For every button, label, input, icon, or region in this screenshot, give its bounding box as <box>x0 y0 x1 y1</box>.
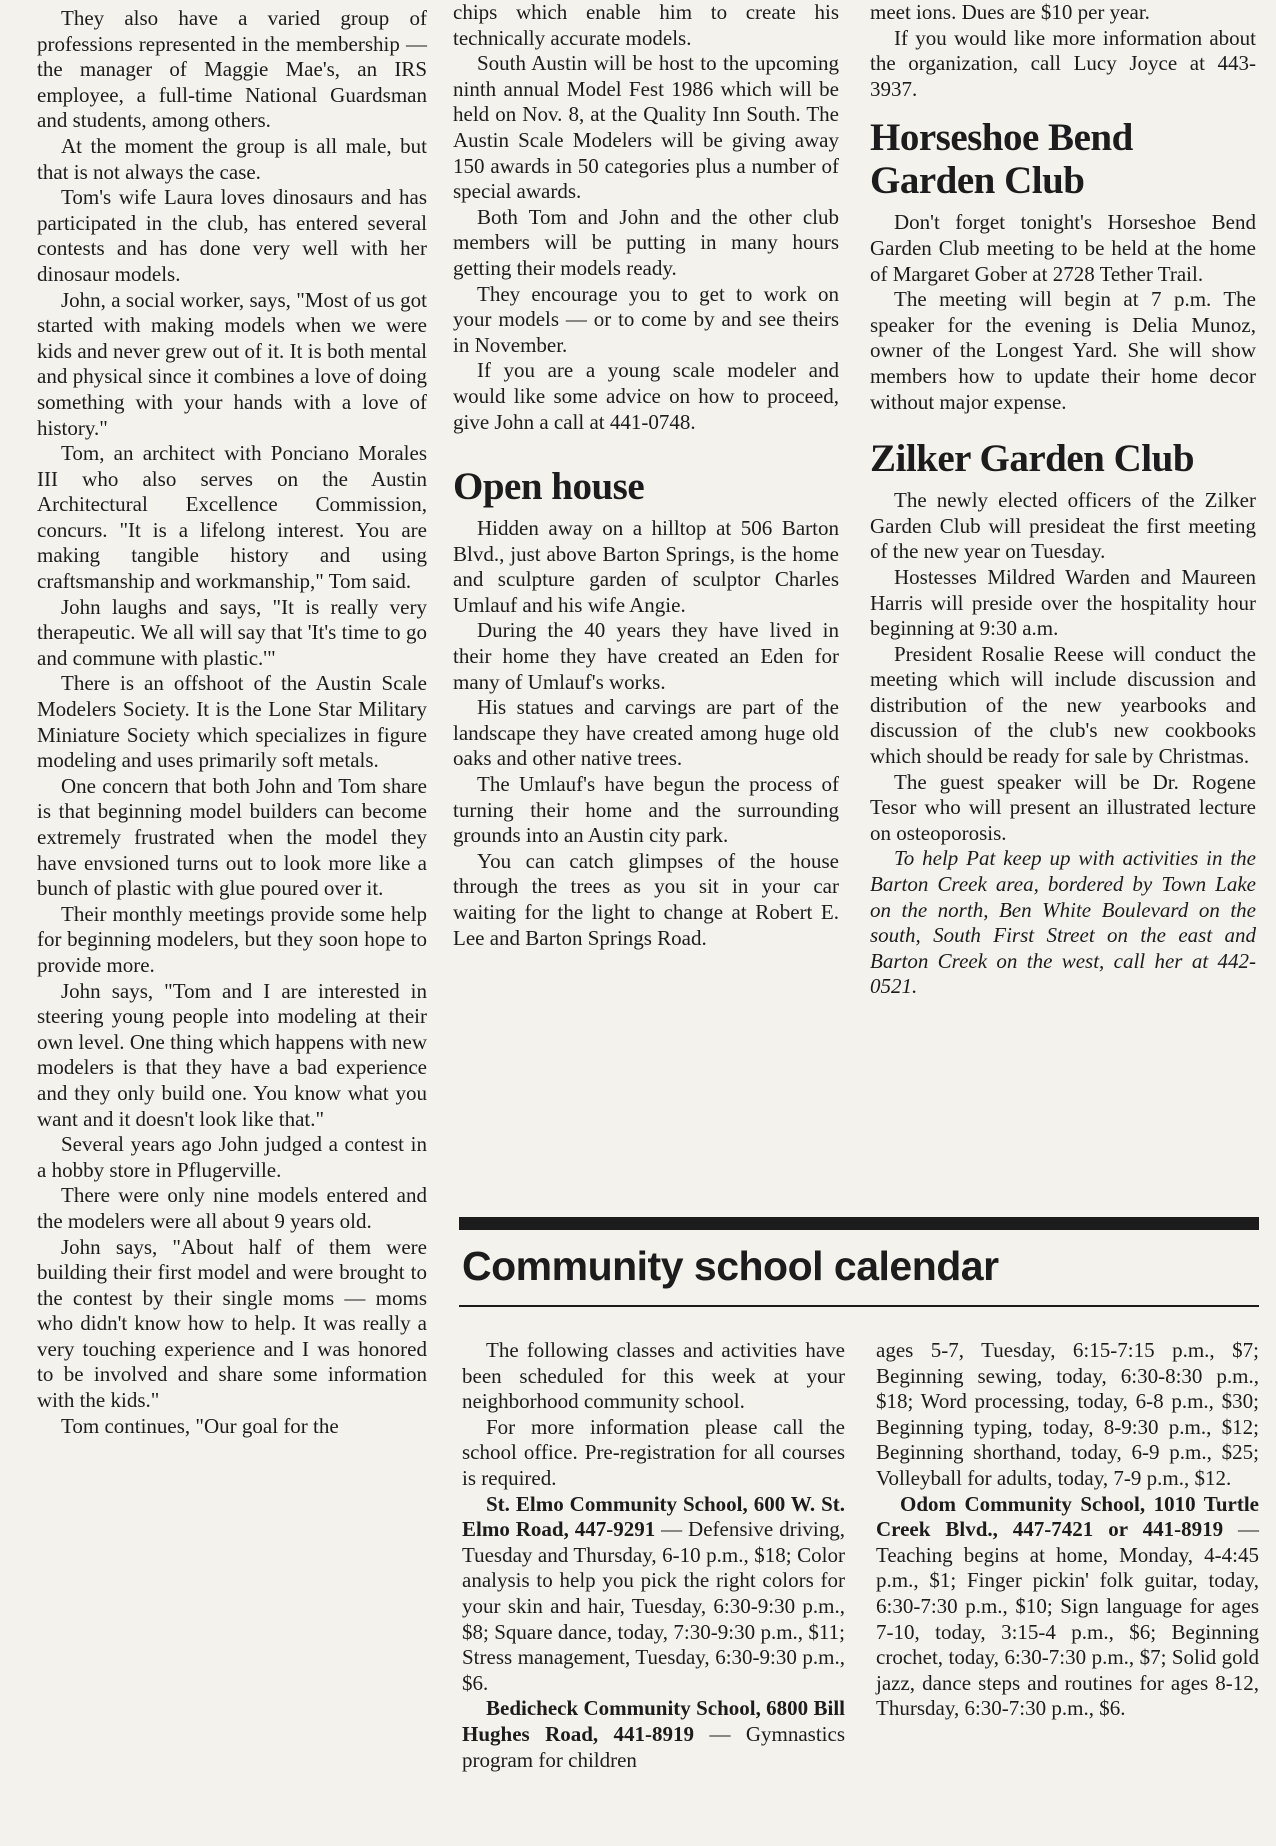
article-paragraph: Tom's wife Laura loves dinosaurs and has participated in the club, has entered several contests and has done very well with her dinosaur models. <box>37 185 427 286</box>
closing-note: To help Pat keep up with activities in the Barton Creek area, bordered by Town Lake on the north, Ben White Boulevard on the south, South First Street on the east and Barton Creek on the west, call her at 442-0521. <box>870 846 1256 999</box>
article-paragraph: Their monthly meetings provide some help for beginning modelers, but they soon hope to provide more. <box>37 901 427 977</box>
school-name: St. Elmo Community School, 600 W. St. Elmo Road, 447-9291 <box>462 1491 845 1542</box>
calendar-intro: For more information please call the school office. Pre-registration for all courses is required. <box>462 1414 845 1490</box>
article-paragraph: Hidden away on a hilltop at 506 Barton Blvd., just above Barton Springs, is the home and sculpture garden of sculptor Charles Umlauf and his wife Angie. <box>453 516 839 617</box>
school-name: Odom Community School, 1010 Turtle Creek Blvd., 447-7421 or 441-8919 <box>876 1491 1259 1542</box>
article-paragraph: Both Tom and John and the other club members will be putting in many hours getting their models ready. <box>453 204 839 280</box>
article-paragraph: There were only nine models entered and the modelers were all about 9 years old. <box>37 1183 427 1233</box>
calendar-entry <box>462 1696 845 1773</box>
column-left <box>37 6 427 1439</box>
article-paragraph: John says, "Tom and I are interested in steering young people into modeling at their own level. One thing which happens with new modelers is that they have a bad experience and they only build one. You know what you want and it doesn't look like that." <box>37 978 427 1131</box>
calendar-entry-continued: ages 5-7, Tuesday, 6:15-7:15 p.m., $7; Beginning sewing, today, 6:30-8:30 p.m., $18; Word processing, today, 6-8 p.m., $30; Beginning typing, today, 8-9:30 p.m., $12; Beginning shorthand, today, 6-9 p.m., $25; Volleyball for adults, today, 7-9 p.m., $12. <box>876 1338 1259 1490</box>
article-paragraph: You can catch glimpses of the house through the trees as you sit in your car waiting for the light to change at Robert E. Lee and Barton Springs Road. <box>453 848 839 950</box>
zilker-heading: Zilker Garden Club <box>870 437 1195 481</box>
column-middle <box>453 0 839 951</box>
calendar-entry <box>876 1492 1259 1722</box>
column-right <box>870 0 1256 1000</box>
horseshoe-heading: Horseshoe Bend Garden Club <box>870 116 1133 203</box>
article-paragraph: One concern that both John and Tom share is that beginning model builders can become extremely frustrated when the model they have envsioned turns out to look more like a bunch of plastic with glue poured over it. <box>37 773 427 901</box>
calendar-column-right <box>876 1338 1259 1722</box>
school-classes: — Defensive driving, Tuesday and Thursday, 6-10 p.m., $18; Color analysis to help you pick the right colors for your skin and hair, Tuesday, 6:30-9:30 p.m., $8; Square dance, today, 7:30-9:30 p.m., $11; Stress management, Tuesday, 6:30-9:30 p.m., $6. <box>462 1517 845 1695</box>
calendar-column-left <box>462 1338 845 1773</box>
article-paragraph: They also have a varied group of professions represented in the membership — the manager of Maggie Mae's, an IRS employee, a full-time National Guardsman and students, among others. <box>37 6 427 133</box>
article-paragraph: John says, "About half of them were building their first model and were brought to the contest by their single moms — moms who didn't know how to help. It was really a very touching experience and I was honored to be involved and share some information with the kids." <box>37 1234 427 1413</box>
open-house-heading: Open house <box>453 465 645 509</box>
article-paragraph: The meeting will begin at 7 p.m. The speaker for the evening is Delia Munoz, owner of the Longest Yard. She will show members how to update their home decor without major expense. <box>870 287 1256 414</box>
article-paragraph: At the moment the group is all male, but that is not always the case. <box>37 133 427 184</box>
article-paragraph: Tom, an architect with Ponciano Morales III who also serves on the Austin Architectural Excellence Commission, concurs. "It is a lifelong interest. You are making tangible history and using craftsmanship and workmanship," Tom said. <box>37 441 427 594</box>
article-paragraph: The Umlauf's have begun the process of turning their home and the surrounding grounds into an Austin city park. <box>453 772 839 848</box>
article-paragraph: chips which enable him to create his technically accurate models. <box>453 0 839 50</box>
article-paragraph: Don't forget tonight's Horseshoe Bend Garden Club meeting to be held at the home of Margaret Gober at 2728 Tether Trail. <box>870 210 1256 286</box>
school-classes: — Gymnastics program for children <box>462 1721 845 1772</box>
calendar-title: Community school calendar <box>462 1243 999 1289</box>
article-paragraph: The newly elected officers of the Zilker Garden Club will presideat the first meeting of the new year on Tuesday. <box>870 488 1256 564</box>
article-paragraph: Several years ago John judged a contest in a hobby store in Pflugerville. <box>37 1132 427 1182</box>
article-paragraph: They encourage you to get to work on your models — or to come by and see theirs in November. <box>453 281 839 357</box>
calendar-entry <box>462 1492 845 1697</box>
article-paragraph: President Rosalie Reese will conduct the meeting which will include discussion and distribution of the new yearbooks and discussion of the club's new cookbooks which should be ready for sale by Christmas. <box>870 641 1256 769</box>
article-paragraph: Hostesses Mildred Warden and Maureen Harris will preside over the hospitality hour beginning at 9:30 a.m. <box>870 564 1256 641</box>
article-paragraph: Tom continues, "Our goal for the <box>61 1413 339 1438</box>
article-paragraph: His statues and carvings are part of the landscape they have created among huge old oaks and other native trees. <box>453 695 839 771</box>
section-rule-thin <box>459 1305 1259 1307</box>
article-paragraph: South Austin will be host to the upcoming ninth annual Model Fest 1986 which will be held on Nov. 8, at the Quality Inn South. The Austin Scale Modelers will be giving away 150 awards in 50 categories plus a number of special awards. <box>453 51 839 204</box>
article-paragraph: During the 40 years they have lived in their home they have created an Eden for many of Umlauf's works. <box>453 618 839 694</box>
article-paragraph: meet ions. Dues are $10 per year. <box>870 0 1150 24</box>
calendar-intro: The following classes and activities have been scheduled for this week at your neighborhood community school. <box>462 1338 845 1414</box>
article-paragraph: John, a social worker, says, "Most of us got started with making models when we were kids and never grew out of it. It is both mental and physical since it combines a love of doing something with your hands with a love of history." <box>37 287 427 440</box>
article-paragraph: John laughs and says, "It is really very therapeutic. We all will say that 'It's time to go and commune with plastic.'" <box>37 594 427 670</box>
school-name: Bedicheck Community School, 6800 Bill Hughes Road, 441-8919 <box>462 1696 845 1746</box>
article-paragraph: If you would like more information about the organization, call Lucy Joyce at 443-3937. <box>870 25 1256 101</box>
article-paragraph: There is an offshoot of the Austin Scale Modelers Society. It is the Lone Star Military Miniature Society which specializes in figure modeling and uses primarily soft metals. <box>37 671 427 773</box>
section-rule-thick <box>459 1217 1259 1230</box>
article-paragraph: If you are a young scale modeler and would like some advice on how to proceed, give John a call at 441-0748. <box>453 358 839 434</box>
school-classes: — Teaching begins at home, Monday, 4-4:45 p.m., $1; Finger pickin' folk guitar, today, 6:30-7:30 p.m., $10; Sign language for ages 7-10, today, 3:15-4 p.m., $6; Beginning crochet, today, 6:30-7:30 p.m., $7; Solid gold jazz, dance steps and routines for ages 8-12, Thursday, 6:30-7:30 p.m., $6. <box>876 1517 1259 1721</box>
article-paragraph: The guest speaker will be Dr. Rogene Tesor who will present an illustrated lecture on osteoporosis. <box>870 769 1256 845</box>
